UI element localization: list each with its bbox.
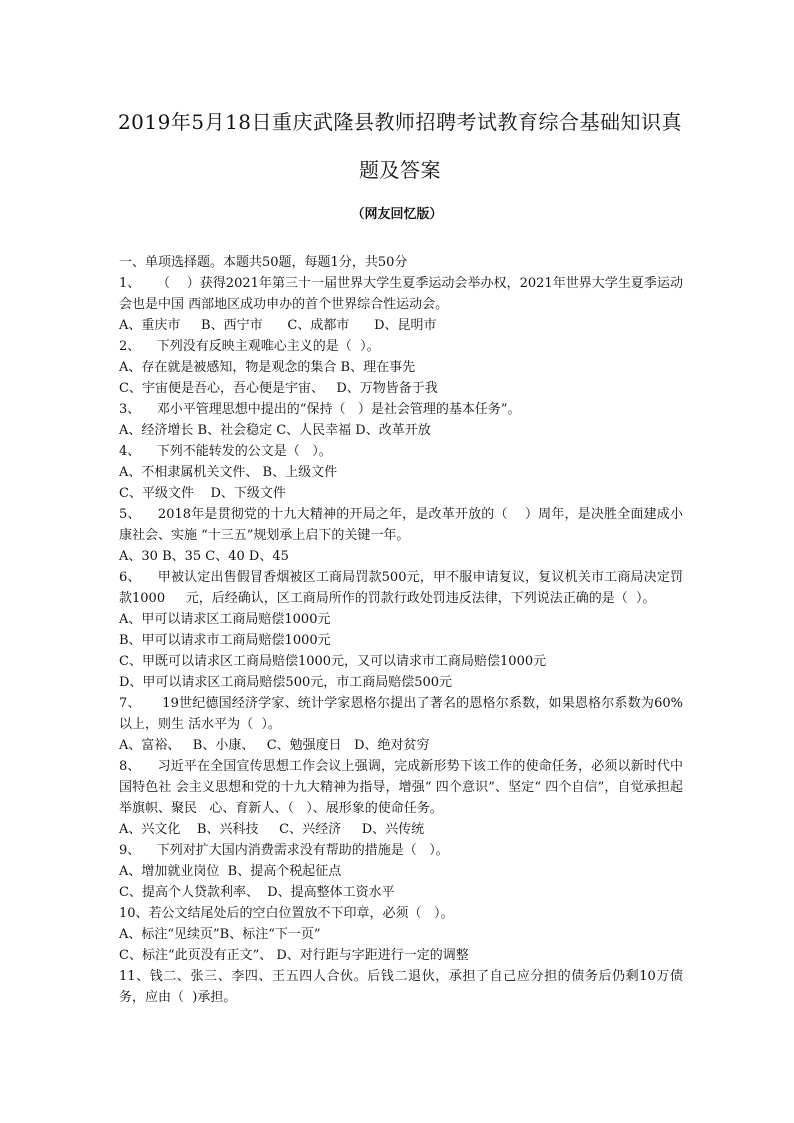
question-6: 6、 甲被认定出售假冒香烟被区工商局罚款500元，甲不服申请复议，复议机关市工商局决定罚款1000 元，后经确认，区工商局所作的罚款行政处罚违反法律，下列说法正确的是（ ）。 (119, 570, 683, 606)
document-body (119, 252, 683, 1008)
question-8-options: A、兴文化 B、兴科技 C、兴经济 D、兴传统 (119, 822, 425, 837)
question-1: 1、 （ ）获得2021年第三十一届世界大学生夏季运动会举办权，2021年世界大学生夏季运动会也是中国 西部地区成功申办的首个世界综合性运动会。 (119, 276, 683, 312)
question-5-options: A、30 B、35 C、40 D、45 (119, 549, 289, 564)
question-7-options: A、富裕、 B、小康、 C、勉强度日 D、绝对贫穷 (119, 738, 430, 753)
section-heading: 一、单项选择题。本题共50题，每题1分，共50分 (119, 255, 408, 270)
question-10-options-cd: C、标注“此页没有正文”、 D、对行距与字距进行一定的调整 (119, 948, 469, 963)
question-9: 9、 下列对扩大国内消费需求没有帮助的措施是（ ）。 (119, 843, 449, 858)
question-9-options-ab: A、增加就业岗位 B、提高个税起征点 (119, 864, 342, 879)
question-10-options-ab: A、标注“见续页”B、标注“下一页” (119, 927, 321, 942)
question-7: 7、 19世纪德国经济学家、统计学家恩格尔提出了著名的恩格尔系数，如果恩格尔系数为60%以上，则生 活水平为（ ）。 (119, 696, 683, 732)
question-4-options-cd: C、平级文件 D、下级文件 (119, 486, 286, 501)
question-4-options-ab: A、不相隶属机关文件、 B、上级文件 (119, 465, 338, 480)
question-6-option-c: C、甲既可以请求区工商局赔偿1000元，又可以请求市工商局赔偿1000元 (119, 654, 547, 669)
question-1-options: A、重庆市 B、西宁市 C、成都市 D、昆明市 (119, 318, 437, 333)
question-11: 11、钱二、张三、李四、王五四人合伙。后钱二退伙，承担了自己应分担的债务后仍剩10万债务，应由（ )承担。 (119, 969, 683, 1005)
question-2: 2、 下列没有反映主观唯心主义的是（ ）。 (119, 339, 380, 354)
question-4: 4、 下列不能转发的公文是（ ）。 (119, 444, 332, 459)
document-title: 2019年5月18日重庆武隆县教师招聘考试教育综合基础知识真题及答案 (117, 110, 683, 182)
question-8: 8、 习近平在全国宣传思想工作会议上强调，完成新形势下该工作的使命任务，必须以新时代中国特色社 会主义思想和党的十九大精神为指导，增强“ 四个意识”、坚定“ 四个自信”，自觉承担起举旗帜、聚民 心、育新人、（ ）、展形象的使命任务。 (119, 759, 683, 816)
document-subtitle: （网友回忆版） (351, 207, 443, 222)
question-3: 3、 邓小平管理思想中提出的“保持（ ）是社会管理的基本任务”。 (119, 402, 521, 417)
question-6-option-b: B、甲可以请求市工商局赔偿1000元 (119, 633, 331, 648)
question-10: 10、若公文结尾处后的空白位置放不下印章，必须（ ）。 (119, 906, 454, 921)
question-3-options: A、经济增长 B、社会稳定 C、人民幸福 D、改革开放 (119, 423, 431, 438)
question-2-options-cd: C、宇宙便是吾心，吾心便是宇宙、 D、万物皆备于我 (119, 381, 438, 396)
question-5: 5、 2018年是贯彻党的十九大精神的开局之年，是改革开放的（ ）周年，是决胜全面建成小康社会、实施 “十三五”规划承上启下的关键一年。 (119, 507, 683, 543)
question-9-options-cd: C、提高个人贷款利率、 D、提高整体工资水平 (119, 885, 395, 900)
question-2-options-ab: A、存在就是被感知，物是观念的集合 B、理在事先 (119, 360, 416, 375)
question-6-option-a: A、甲可以请求区工商局赔偿1000元 (119, 612, 331, 627)
question-6-option-d: D、甲可以请求区工商局赔偿500元，市工商局赔偿500元 (119, 675, 453, 690)
